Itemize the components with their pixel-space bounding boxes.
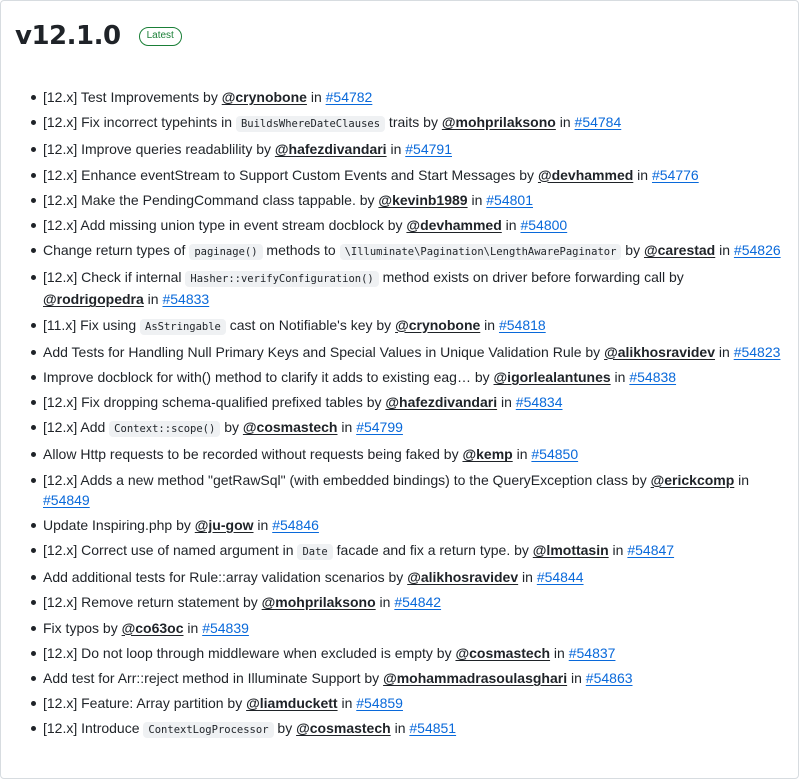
note-text: [12.x] Remove return statement by <box>43 594 262 611</box>
release-note-item <box>1 112 800 134</box>
pull-request-link[interactable]: #54791 <box>405 141 452 158</box>
note-text: [12.x] Fix dropping schema-qualified prefixed tables by <box>43 394 386 411</box>
note-text: by <box>220 419 243 436</box>
note-text: in <box>337 695 357 712</box>
note-text: in <box>567 669 586 686</box>
note-text: [12.x] Add missing union type in event stream docblock by <box>43 216 407 233</box>
note-text: in <box>633 166 652 183</box>
note-text: Add test for Arr::reject method in Illuminate Support by <box>43 669 384 686</box>
author-link[interactable]: @alikhosravidev <box>407 569 519 586</box>
note-text: [12.x] Check if internal <box>43 269 186 286</box>
pull-request-link[interactable]: #54800 <box>520 216 568 233</box>
inline-code: paginage() <box>189 244 262 260</box>
pull-request-link[interactable]: #54782 <box>325 89 373 105</box>
release-note-item <box>1 215 800 235</box>
note-text: in <box>518 569 537 586</box>
note-text: by <box>273 720 297 737</box>
author-link[interactable]: @hafezdivandari <box>274 141 387 158</box>
pull-request-link[interactable]: #54859 <box>356 695 403 712</box>
pull-request-link[interactable]: #54849 <box>43 491 90 508</box>
note-text: [12.x] Improve queries readablility by <box>43 141 275 158</box>
note-text: in <box>375 594 395 611</box>
release-note-item <box>1 567 800 587</box>
note-text: [12.x] Make the PendingCommand class tappable. by <box>43 191 379 208</box>
inline-code: BuildsWhereDateClauses <box>236 116 385 132</box>
release-note-item <box>1 165 800 185</box>
pull-request-link[interactable]: #54823 <box>733 343 781 360</box>
author-link[interactable]: @cosmastech <box>242 419 338 436</box>
author-link[interactable]: @cosmastech <box>296 720 391 737</box>
author-link[interactable]: @kevinb1989 <box>378 191 468 208</box>
author-link[interactable]: @alikhosravidev <box>604 343 716 360</box>
author-link[interactable]: @kemp <box>462 446 513 463</box>
release-note-item <box>1 392 800 412</box>
note-text: in <box>497 394 516 411</box>
pull-request-link[interactable]: #54818 <box>498 316 546 333</box>
note-text: traits by <box>385 114 442 131</box>
note-text: [12.x] Introduce <box>43 720 144 737</box>
note-text: Change return types of <box>43 242 190 259</box>
release-note-item <box>1 718 800 740</box>
pull-request-link[interactable]: #54844 <box>536 569 584 586</box>
author-link[interactable]: @devhammed <box>537 166 634 183</box>
release-note-item <box>1 87 800 107</box>
author-link[interactable]: @rodrigopedra <box>43 291 144 308</box>
pull-request-link[interactable]: #54834 <box>515 394 563 411</box>
release-note-item <box>1 693 800 713</box>
release-note-item <box>1 470 800 510</box>
note-text: Improve docblock for with() method to clarify it adds to existing eag… by <box>43 368 494 385</box>
pull-request-link[interactable]: #54846 <box>272 516 319 533</box>
note-text: in <box>306 89 326 105</box>
inline-code: ContextLogProcessor <box>143 722 273 738</box>
inline-code: AsStringable <box>140 319 226 335</box>
pull-request-link[interactable]: #54801 <box>486 191 533 208</box>
note-text: in <box>501 216 521 233</box>
release-note-item <box>1 540 800 562</box>
release-note-item <box>1 668 800 688</box>
author-link[interactable]: @co63oc <box>121 619 184 636</box>
author-link[interactable]: @crynobone <box>395 316 481 333</box>
note-text: in <box>467 191 487 208</box>
note-text: in <box>253 516 273 533</box>
note-text: in <box>386 141 406 158</box>
note-text: by <box>621 242 644 259</box>
pull-request-link[interactable]: #54850 <box>531 446 579 463</box>
note-text: in <box>550 644 569 661</box>
pull-request-link[interactable]: #54847 <box>627 542 675 558</box>
pull-request-link[interactable]: #54842 <box>394 594 442 611</box>
author-link[interactable]: @crynobone <box>221 89 307 105</box>
release-note-item <box>1 592 800 612</box>
inline-code: \Illuminate\Pagination\LengthAwarePaginator <box>340 244 622 260</box>
note-text: facade and fix a return type. by <box>332 542 533 558</box>
author-link[interactable]: @lmottasin <box>532 542 609 558</box>
author-link[interactable]: @ju-gow <box>194 516 254 533</box>
release-note-item <box>1 139 800 159</box>
pull-request-link[interactable]: #54863 <box>585 669 633 686</box>
author-link[interactable]: @cosmastech <box>455 644 551 661</box>
note-text: [12.x] Feature: Array partition by <box>43 695 247 712</box>
note-text: in <box>734 471 750 488</box>
note-text: in <box>143 291 163 308</box>
pull-request-link[interactable]: #54839 <box>202 619 249 636</box>
note-text: [12.x] Do not loop through middleware when excluded is empty by <box>43 644 456 661</box>
release-note-item <box>1 417 800 439</box>
pull-request-link[interactable]: #54826 <box>733 242 781 259</box>
note-text: in <box>480 316 499 333</box>
release-title[interactable]: v12.1.0 <box>15 21 121 51</box>
note-text: Add Tests for Handling Null Primary Keys and Special Values in Unique Validation Rule by <box>43 343 605 360</box>
note-text: [12.x] Test Improvements by <box>43 89 222 105</box>
release-note-item <box>1 367 800 387</box>
author-link[interactable]: @hafezdivandari <box>385 394 498 411</box>
inline-code: Hasher::verifyConfiguration() <box>185 271 378 287</box>
note-text: methods to <box>262 242 340 259</box>
release-note-item <box>1 515 800 535</box>
note-text: Fix typos by <box>43 619 122 636</box>
note-text: in <box>715 343 734 360</box>
note-text: method exists on driver before forwarding call by <box>378 269 684 286</box>
note-text: in <box>512 446 532 463</box>
note-text: in <box>337 419 357 436</box>
author-link[interactable]: @mohammadrasoulasghari <box>383 669 568 686</box>
note-text: in <box>555 114 575 131</box>
note-text: [12.x] Enhance eventStream to Support Custom Events and Start Messages by <box>43 166 538 183</box>
note-text: in <box>610 368 630 385</box>
note-text: cast on Notifiable's key by <box>225 316 396 333</box>
release-note-item <box>1 190 800 210</box>
note-text: [12.x] Correct use of named argument in <box>43 542 298 558</box>
latest-badge: Latest <box>139 27 182 46</box>
author-link[interactable]: @devhammed <box>406 216 502 233</box>
pull-request-link[interactable]: #54837 <box>568 644 616 661</box>
note-text: [12.x] Fix incorrect typehints in <box>43 114 236 131</box>
release-note-item <box>1 444 800 464</box>
release-note-item <box>1 315 800 337</box>
author-link[interactable]: @mohprilaksono <box>441 114 556 131</box>
note-text: in <box>608 542 628 558</box>
pull-request-link[interactable]: #54833 <box>162 291 210 308</box>
author-link[interactable]: @igorlealantunes <box>493 368 611 385</box>
author-link[interactable]: @liamduckett <box>246 695 338 712</box>
release-notes-list <box>1 87 800 746</box>
note-text: in <box>390 720 410 737</box>
release-note-item <box>1 618 800 638</box>
release-header <box>15 21 182 51</box>
note-text: in <box>715 242 734 259</box>
release-note-item <box>1 240 800 262</box>
author-link[interactable]: @erickcomp <box>650 471 735 488</box>
pull-request-link[interactable]: #54851 <box>409 720 457 737</box>
pull-request-link[interactable]: #54838 <box>629 368 677 385</box>
inline-code: Context::scope() <box>109 421 220 437</box>
pull-request-link[interactable]: #54799 <box>356 419 403 436</box>
note-text: [11.x] Fix using <box>43 316 141 333</box>
release-note-item <box>1 643 800 663</box>
release-note-item <box>1 342 800 362</box>
pull-request-link[interactable]: #54776 <box>651 166 699 183</box>
note-text: Add additional tests for Rule::array validation scenarios by <box>43 569 408 586</box>
note-text: Update Inspiring.php by <box>43 516 195 533</box>
note-text: [12.x] Add <box>43 419 110 436</box>
author-link[interactable]: @mohprilaksono <box>261 594 376 611</box>
author-link[interactable]: @carestad <box>643 242 716 259</box>
release-note-item <box>1 267 800 309</box>
note-text: Allow Http requests to be recorded without requests being faked by <box>43 446 463 463</box>
note-text: [12.x] Adds a new method "getRawSql" (with embedded bindings) to the QueryException class by <box>43 471 651 488</box>
pull-request-link[interactable]: #54784 <box>574 114 622 131</box>
note-text: in <box>183 619 203 636</box>
inline-code: Date <box>297 544 332 560</box>
